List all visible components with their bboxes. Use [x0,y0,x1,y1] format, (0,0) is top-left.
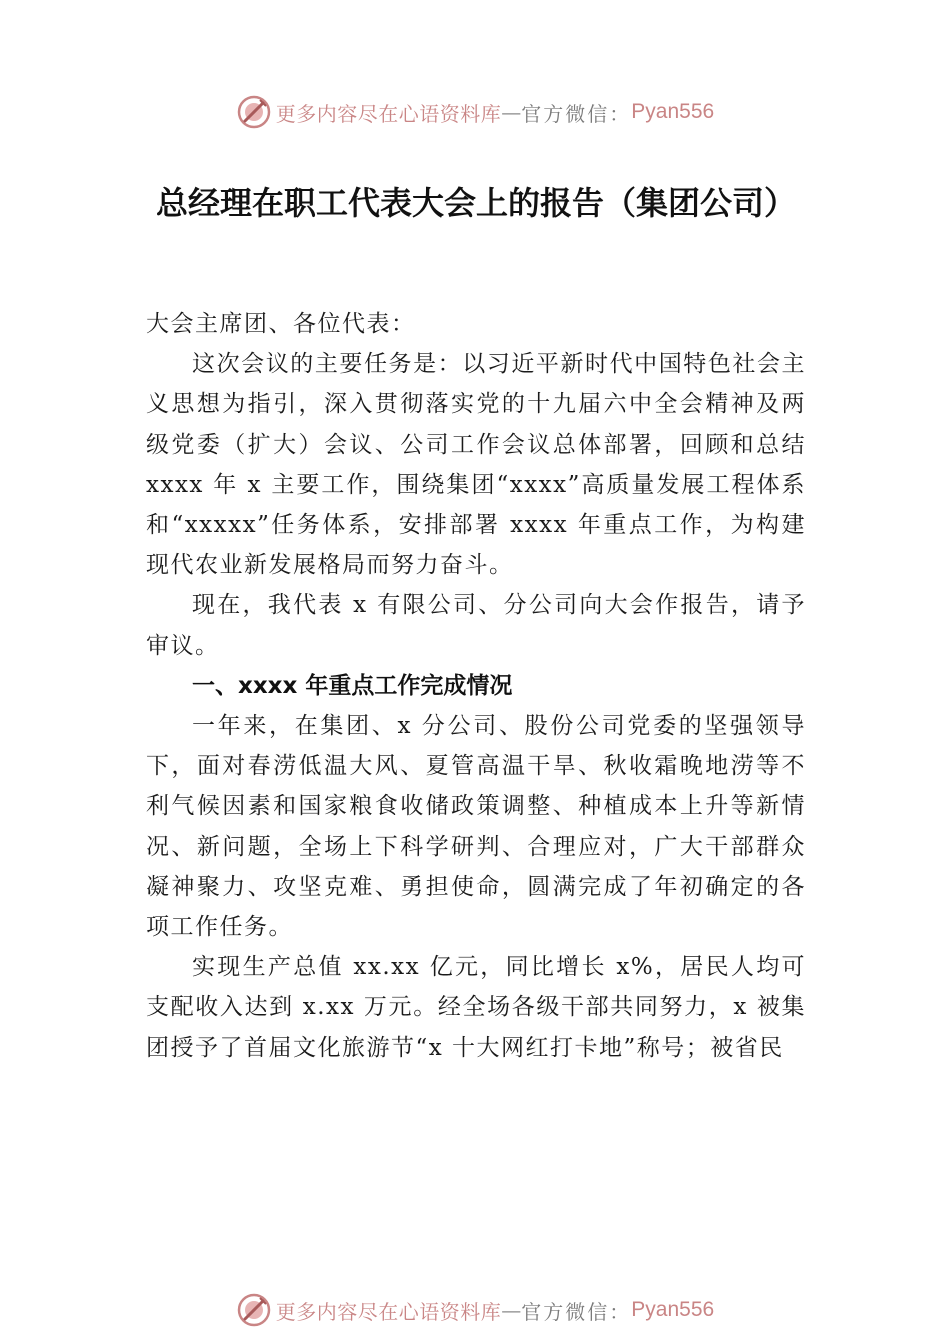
banner-separator: — [501,100,522,124]
footer-banner [0,1290,950,1330]
paragraph: 现在，我代表 x 有限公司、分公司向大会作报告，请予审议。 [146,592,806,659]
document-title: 总经理在职工代表大会上的报告（集团公司） [155,184,796,222]
banner-wechat-label: 官方微信： [521,1299,632,1324]
banner-separator: — [501,1298,522,1322]
document-body [146,304,806,1068]
banner-wechat-label: 官方微信： [521,101,632,126]
paragraph: 一年来，在集团、x 分公司、股份公司党委的坚强领导下，面对春涝低温大风、夏管高温干旱、秋收霜晚地涝等不利气候因素和国家粮食收储政策调整、种植成本上升等新情况、新问题，全场上下科学研判、合理应对，广大干部群众凝神聚力、攻坚克难、勇担使命，圆满完成了年初确定的各项工作任务。 [146,713,806,941]
salutation: 大会主席团、各位代表： [146,311,416,337]
banner-site-name: 更多内容尽在心语资料库 [275,101,502,126]
banner-wechat-id: Pyan556 [631,1298,715,1321]
section-heading: 一、xxxx 年重点工作完成情况 [192,672,513,699]
pen-seal-icon [236,94,272,130]
banner-site-name: 更多内容尽在心语资料库 [275,1299,502,1324]
paragraph: 这次会议的主要任务是：以习近平新时代中国特色社会主义思想为指引，深入贯彻落实党的十九届六中全会精神及两级党委（扩大）会议、公司工作会议总体部署，回顾和总结 xxxx 年 x 主要工作，围绕集团“xxxx”高质量发展工程体系和“xxxxx”任务体系，安排部署 xxxx 年重点工作，为构建现代农业新发展格局而努力奋斗。 [146,351,806,579]
paragraph: 实现生产总值 xx.xx 亿元，同比增长 x%，居民人均可支配收入达到 x.xx 万元。经全场各级干部共同努力，x 被集团授予了首届文化旅游节“x 十大网红打卡地”称号；被省民 [146,954,806,1061]
pen-seal-icon [236,1292,272,1328]
header-banner [0,92,950,132]
banner-wechat-id: Pyan556 [631,100,715,123]
